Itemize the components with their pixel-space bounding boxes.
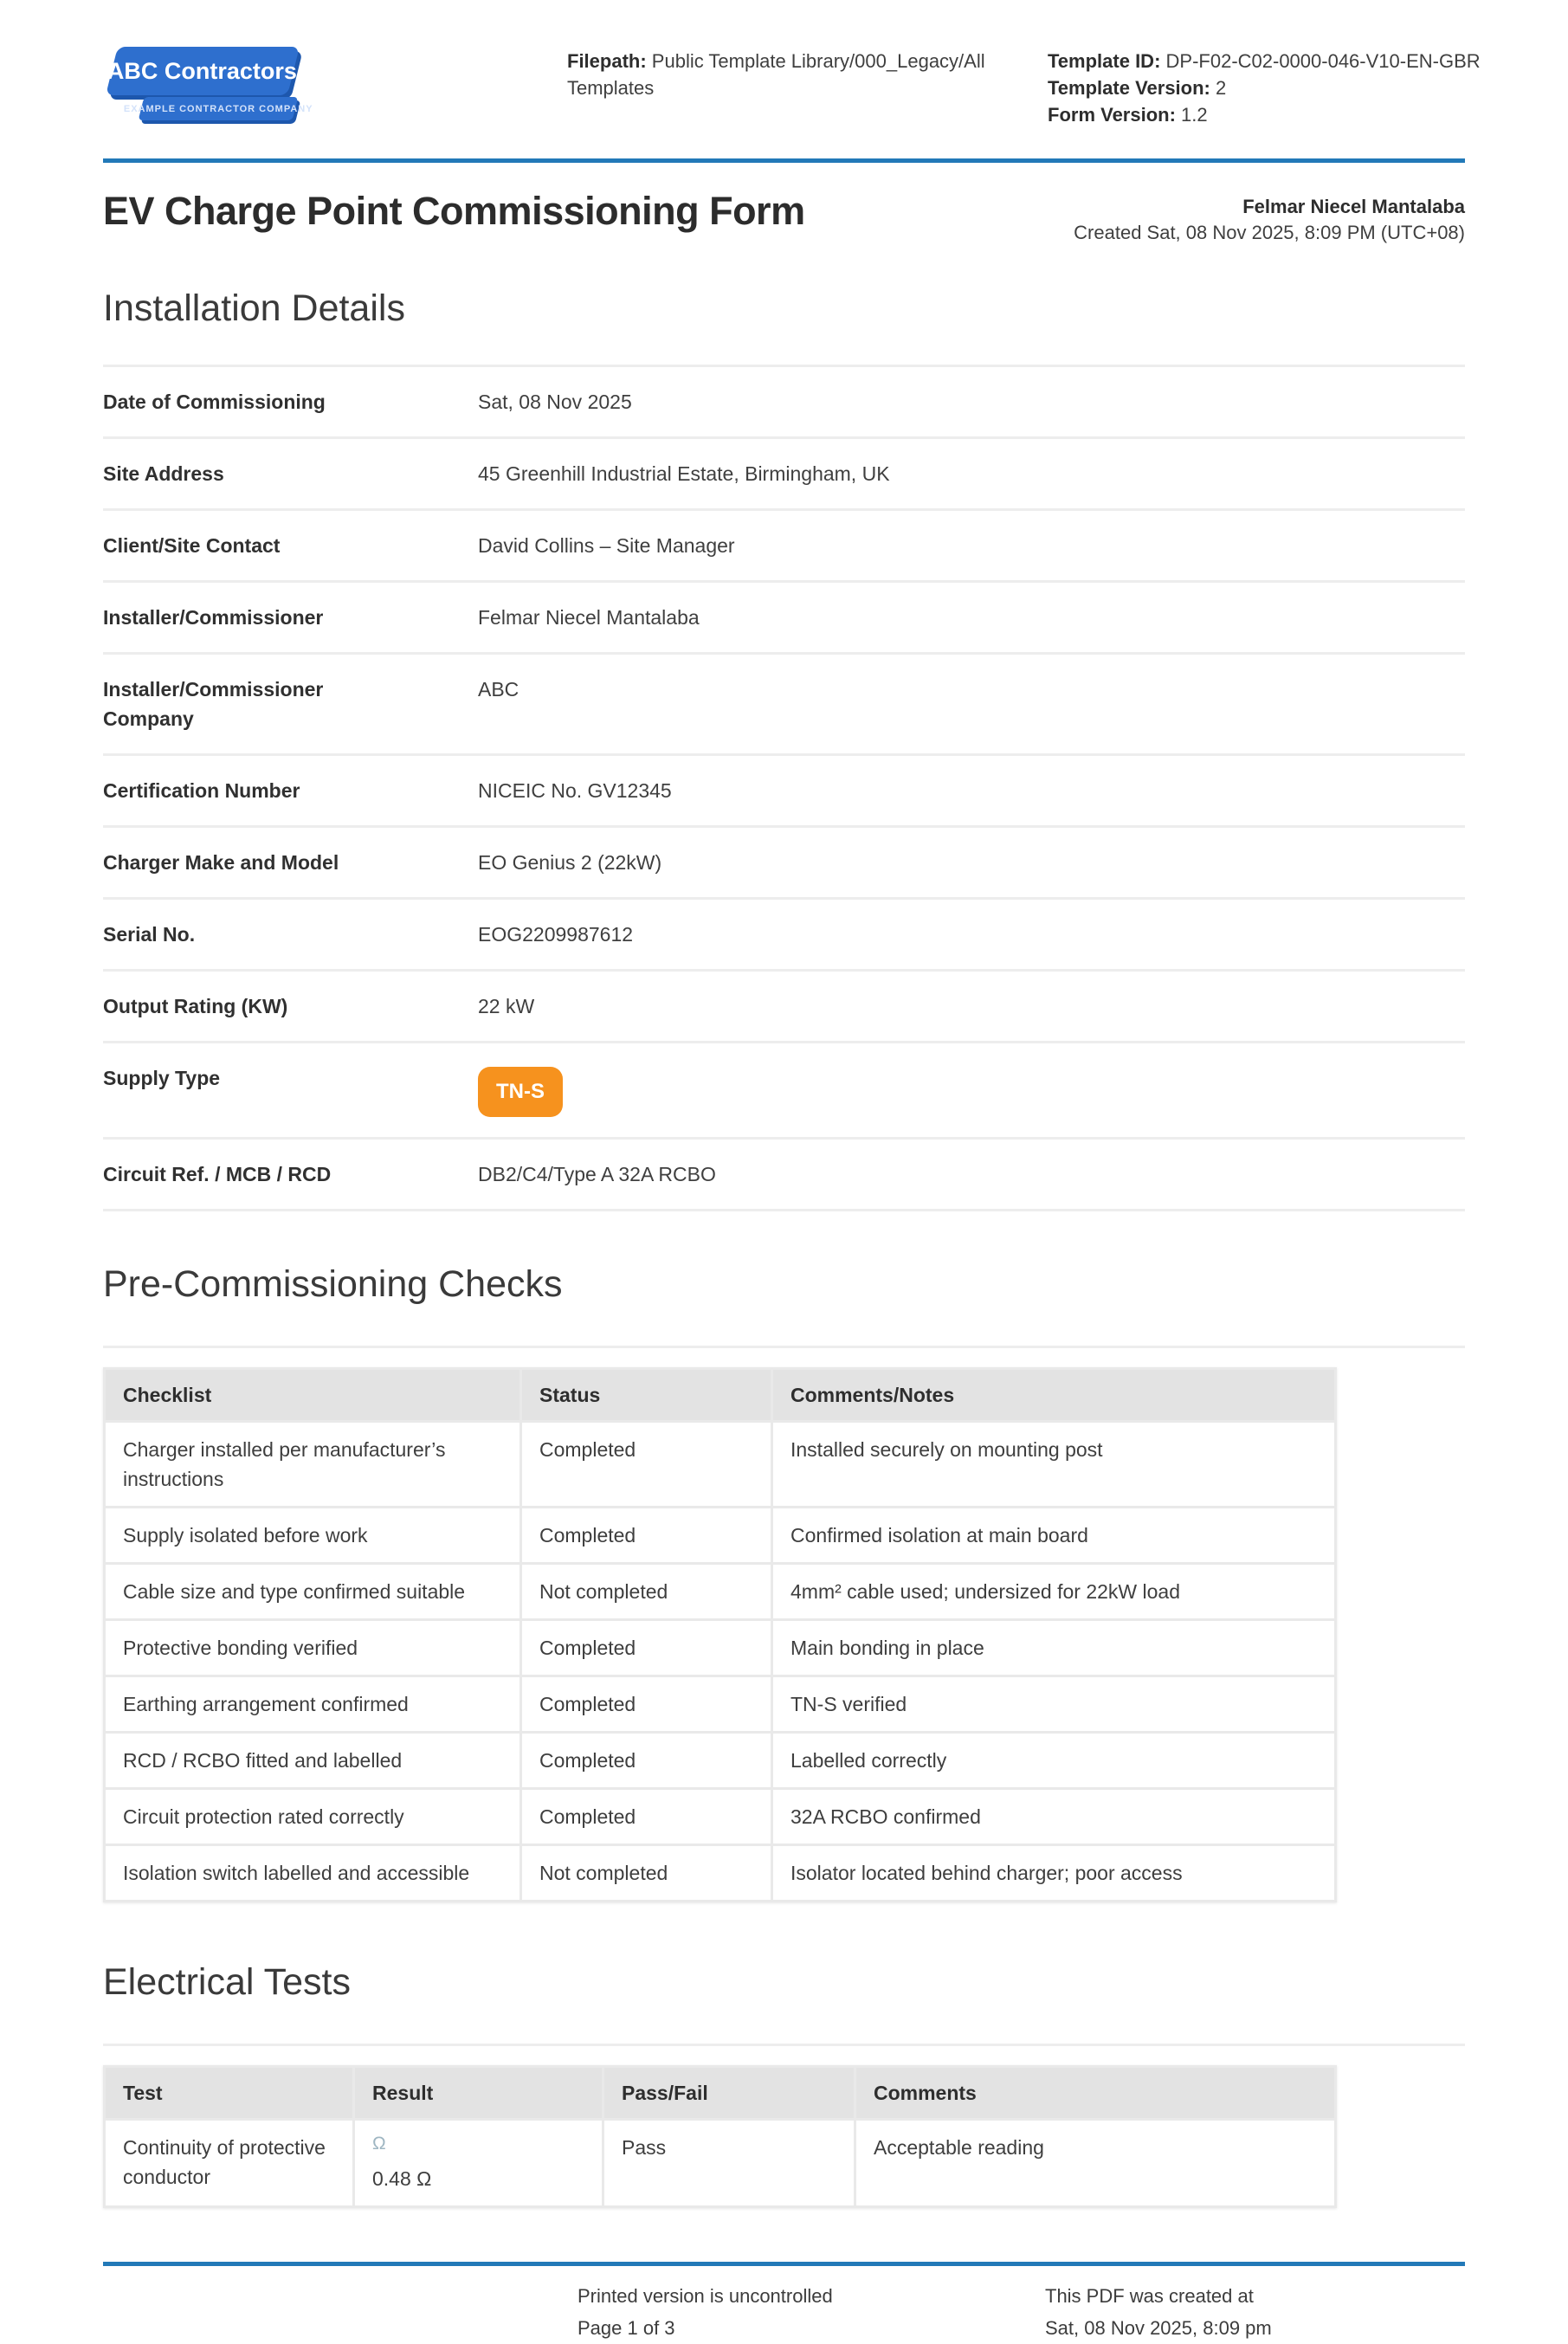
installation-row-label: Client/Site Contact	[103, 534, 281, 557]
installation-row-label: Site Address	[103, 462, 224, 485]
author-name: Felmar Niecel Mantalaba	[1242, 196, 1465, 217]
pre-commissioning-row	[106, 1734, 1334, 1787]
installation-row-value	[478, 675, 519, 733]
installation-row	[103, 436, 1465, 508]
footer-left-block	[578, 2280, 1045, 2344]
template-id-label: Template ID:	[1048, 50, 1161, 72]
logo-sub-bar	[123, 97, 313, 120]
installation-row-value-text: David Collins – Site Manager	[478, 534, 735, 557]
checklist-cell: Isolation switch labelled and accessible	[106, 1846, 519, 1900]
page-footer	[103, 2280, 1465, 2344]
logo-tagline: EXAMPLE CONTRACTOR COMPANY	[123, 103, 313, 114]
pre-commissioning-row	[106, 1423, 1334, 1506]
installation-row-value-text: 22 kW	[478, 995, 535, 1017]
company-logo	[103, 45, 319, 132]
comments-cell: TN-S verified	[773, 1677, 1334, 1731]
installation-row	[103, 897, 1465, 969]
created-by-block	[1074, 189, 1465, 246]
installation-row-value-text: Felmar Niecel Mantalaba	[478, 606, 700, 629]
pre-commissioning-row	[106, 1621, 1334, 1675]
template-id-line	[1048, 48, 1481, 74]
passfail-cell: Pass	[604, 2121, 854, 2205]
installation-row-label: Output Rating (KW)	[103, 995, 288, 1017]
installation-row-value-text: EO Genius 2 (22kW)	[478, 851, 662, 874]
top-divider	[103, 158, 1465, 163]
installation-row-label: Supply Type	[103, 1067, 221, 1089]
checklist-cell: Earthing arrangement confirmed	[106, 1677, 519, 1731]
installation-row-value	[478, 459, 890, 488]
status-cell: Completed	[522, 1790, 771, 1844]
installation-row-value	[478, 387, 632, 416]
pre-commissioning-row	[106, 1565, 1334, 1618]
installation-row-label: Installer/Commissioner	[103, 606, 324, 629]
checklist-cell: Charger installed per manufacturer’s instructions	[106, 1423, 519, 1506]
pre-commissioning-row	[106, 1508, 1334, 1562]
section-pre-commissioning-checks: Pre-Commissioning Checks	[103, 1263, 563, 1305]
pre-commissioning-header-row	[106, 1370, 1334, 1420]
form-version-value: 1.2	[1181, 104, 1208, 126]
comments-cell: 32A RCBO confirmed	[773, 1790, 1334, 1844]
comments-cell: 4mm² cable used; undersized for 22kW load	[773, 1565, 1334, 1618]
column-header: Comments	[856, 2068, 1334, 2118]
column-header: Result	[355, 2068, 602, 2118]
section-installation-details: Installation Details	[103, 287, 405, 329]
pre-section-divider	[103, 1346, 1465, 1348]
installation-row-value	[478, 991, 534, 1021]
column-header: Checklist	[106, 1370, 519, 1420]
installation-row-value	[478, 603, 700, 632]
test-cell: Continuity of protective conductor	[106, 2121, 352, 2205]
installation-row-value-text: Sat, 08 Nov 2025	[478, 391, 632, 413]
installation-row	[103, 580, 1465, 652]
installation-row	[103, 753, 1465, 825]
column-header: Test	[106, 2068, 352, 2118]
page-title: EV Charge Point Commissioning Form	[103, 189, 805, 233]
installation-row	[103, 508, 1465, 580]
installation-row-value	[478, 1159, 716, 1189]
installation-row-label: Installer/Commissioner Company	[103, 678, 324, 730]
installation-row-label: Date of Commissioning	[103, 391, 326, 413]
comments-cell: Labelled correctly	[773, 1734, 1334, 1787]
logo-company-name: ABC Contractors	[107, 57, 298, 84]
installation-row-value	[478, 776, 672, 805]
installation-row-label: Certification Number	[103, 779, 300, 802]
comments-cell: Installed securely on mounting post	[773, 1423, 1334, 1506]
installation-row	[103, 1137, 1465, 1209]
form-version-label: Form Version:	[1048, 104, 1176, 126]
status-cell: Completed	[522, 1734, 771, 1787]
electrical-tests-table	[103, 2065, 1337, 2208]
checklist-cell: Protective bonding verified	[106, 1621, 519, 1675]
footer-created-note: This PDF was created at	[1045, 2285, 1254, 2307]
installation-row	[103, 969, 1465, 1041]
result-cell	[355, 2121, 602, 2205]
template-meta	[1048, 48, 1481, 128]
footer-created-date: Sat, 08 Nov 2025, 8:09 pm	[1045, 2317, 1272, 2339]
template-version-label: Template Version:	[1048, 77, 1210, 99]
page-header	[103, 45, 1481, 158]
result-unit: Ω	[372, 2134, 386, 2154]
column-header: Comments/Notes	[773, 1370, 1334, 1420]
footer-page-number: Page 1 of 3	[578, 2317, 675, 2339]
installation-row-value-text: 45 Greenhill Industrial Estate, Birmingham, UK	[478, 462, 890, 485]
installation-row-value-text: ABC	[478, 678, 519, 701]
checklist-cell: Circuit protection rated correctly	[106, 1790, 519, 1844]
pre-commissioning-row	[106, 1677, 1334, 1731]
status-cell: Completed	[522, 1423, 771, 1506]
result-value: 0.48 Ω	[372, 2167, 432, 2190]
logo-main-bar	[106, 47, 300, 95]
pre-commissioning-table	[103, 1367, 1337, 1902]
column-header: Status	[522, 1370, 771, 1420]
form-version-line	[1048, 101, 1481, 128]
footer-print-note: Printed version is uncontrolled	[578, 2285, 833, 2307]
installation-row-value-text: EOG2209987612	[478, 923, 634, 946]
installation-row-value-text: TN-S	[478, 1067, 563, 1117]
installation-row-value-text: DB2/C4/Type A 32A RCBO	[478, 1163, 716, 1185]
section-electrical-tests: Electrical Tests	[103, 1961, 351, 2003]
comments-cell: Main bonding in place	[773, 1621, 1334, 1675]
comments-cell: Confirmed isolation at main board	[773, 1508, 1334, 1562]
template-version-line	[1048, 74, 1481, 101]
installation-row-label: Serial No.	[103, 923, 196, 946]
bottom-divider	[103, 2262, 1465, 2266]
pre-commissioning-row	[106, 1846, 1334, 1900]
installation-row	[103, 365, 1465, 436]
checklist-cell: RCD / RCBO fitted and labelled	[106, 1734, 519, 1787]
installation-row	[103, 1041, 1465, 1137]
comments-cell: Acceptable reading	[856, 2121, 1334, 2205]
elec-section-divider	[103, 2044, 1465, 2046]
created-timestamp: Created Sat, 08 Nov 2025, 8:09 PM (UTC+08)	[1074, 222, 1465, 243]
installation-row-value	[478, 848, 661, 877]
title-row	[103, 189, 1465, 246]
electrical-header-row	[106, 2068, 1334, 2118]
installation-row	[103, 825, 1465, 897]
installation-row-value-text: NICEIC No. GV12345	[478, 779, 672, 802]
status-cell: Not completed	[522, 1565, 771, 1618]
footer-right-block	[1045, 2280, 1272, 2344]
filepath-meta	[567, 48, 1017, 101]
installation-row-label: Circuit Ref. / MCB / RCD	[103, 1163, 332, 1185]
comments-cell: Isolator located behind charger; poor access	[773, 1846, 1334, 1900]
installation-row-value	[478, 920, 633, 949]
installation-row-value	[478, 1063, 563, 1117]
pre-commissioning-row	[106, 1790, 1334, 1844]
checklist-cell: Supply isolated before work	[106, 1508, 519, 1562]
installation-row-label: Charger Make and Model	[103, 851, 339, 874]
installation-table	[103, 365, 1465, 1211]
installation-row	[103, 652, 1465, 753]
filepath-value: Public Template Library/000_Legacy/All Templates	[567, 50, 985, 99]
status-cell: Completed	[522, 1677, 771, 1731]
status-cell: Completed	[522, 1508, 771, 1562]
status-cell: Not completed	[522, 1846, 771, 1900]
electrical-test-row	[106, 2121, 1334, 2205]
filepath-label: Filepath:	[567, 50, 647, 72]
template-version-value: 2	[1216, 77, 1227, 99]
installation-row-value	[478, 531, 735, 560]
column-header: Pass/Fail	[604, 2068, 854, 2118]
template-id-value: DP-F02-C02-0000-046-V10-EN-GBR	[1165, 50, 1481, 72]
checklist-cell: Cable size and type confirmed suitable	[106, 1565, 519, 1618]
status-cell: Completed	[522, 1621, 771, 1675]
